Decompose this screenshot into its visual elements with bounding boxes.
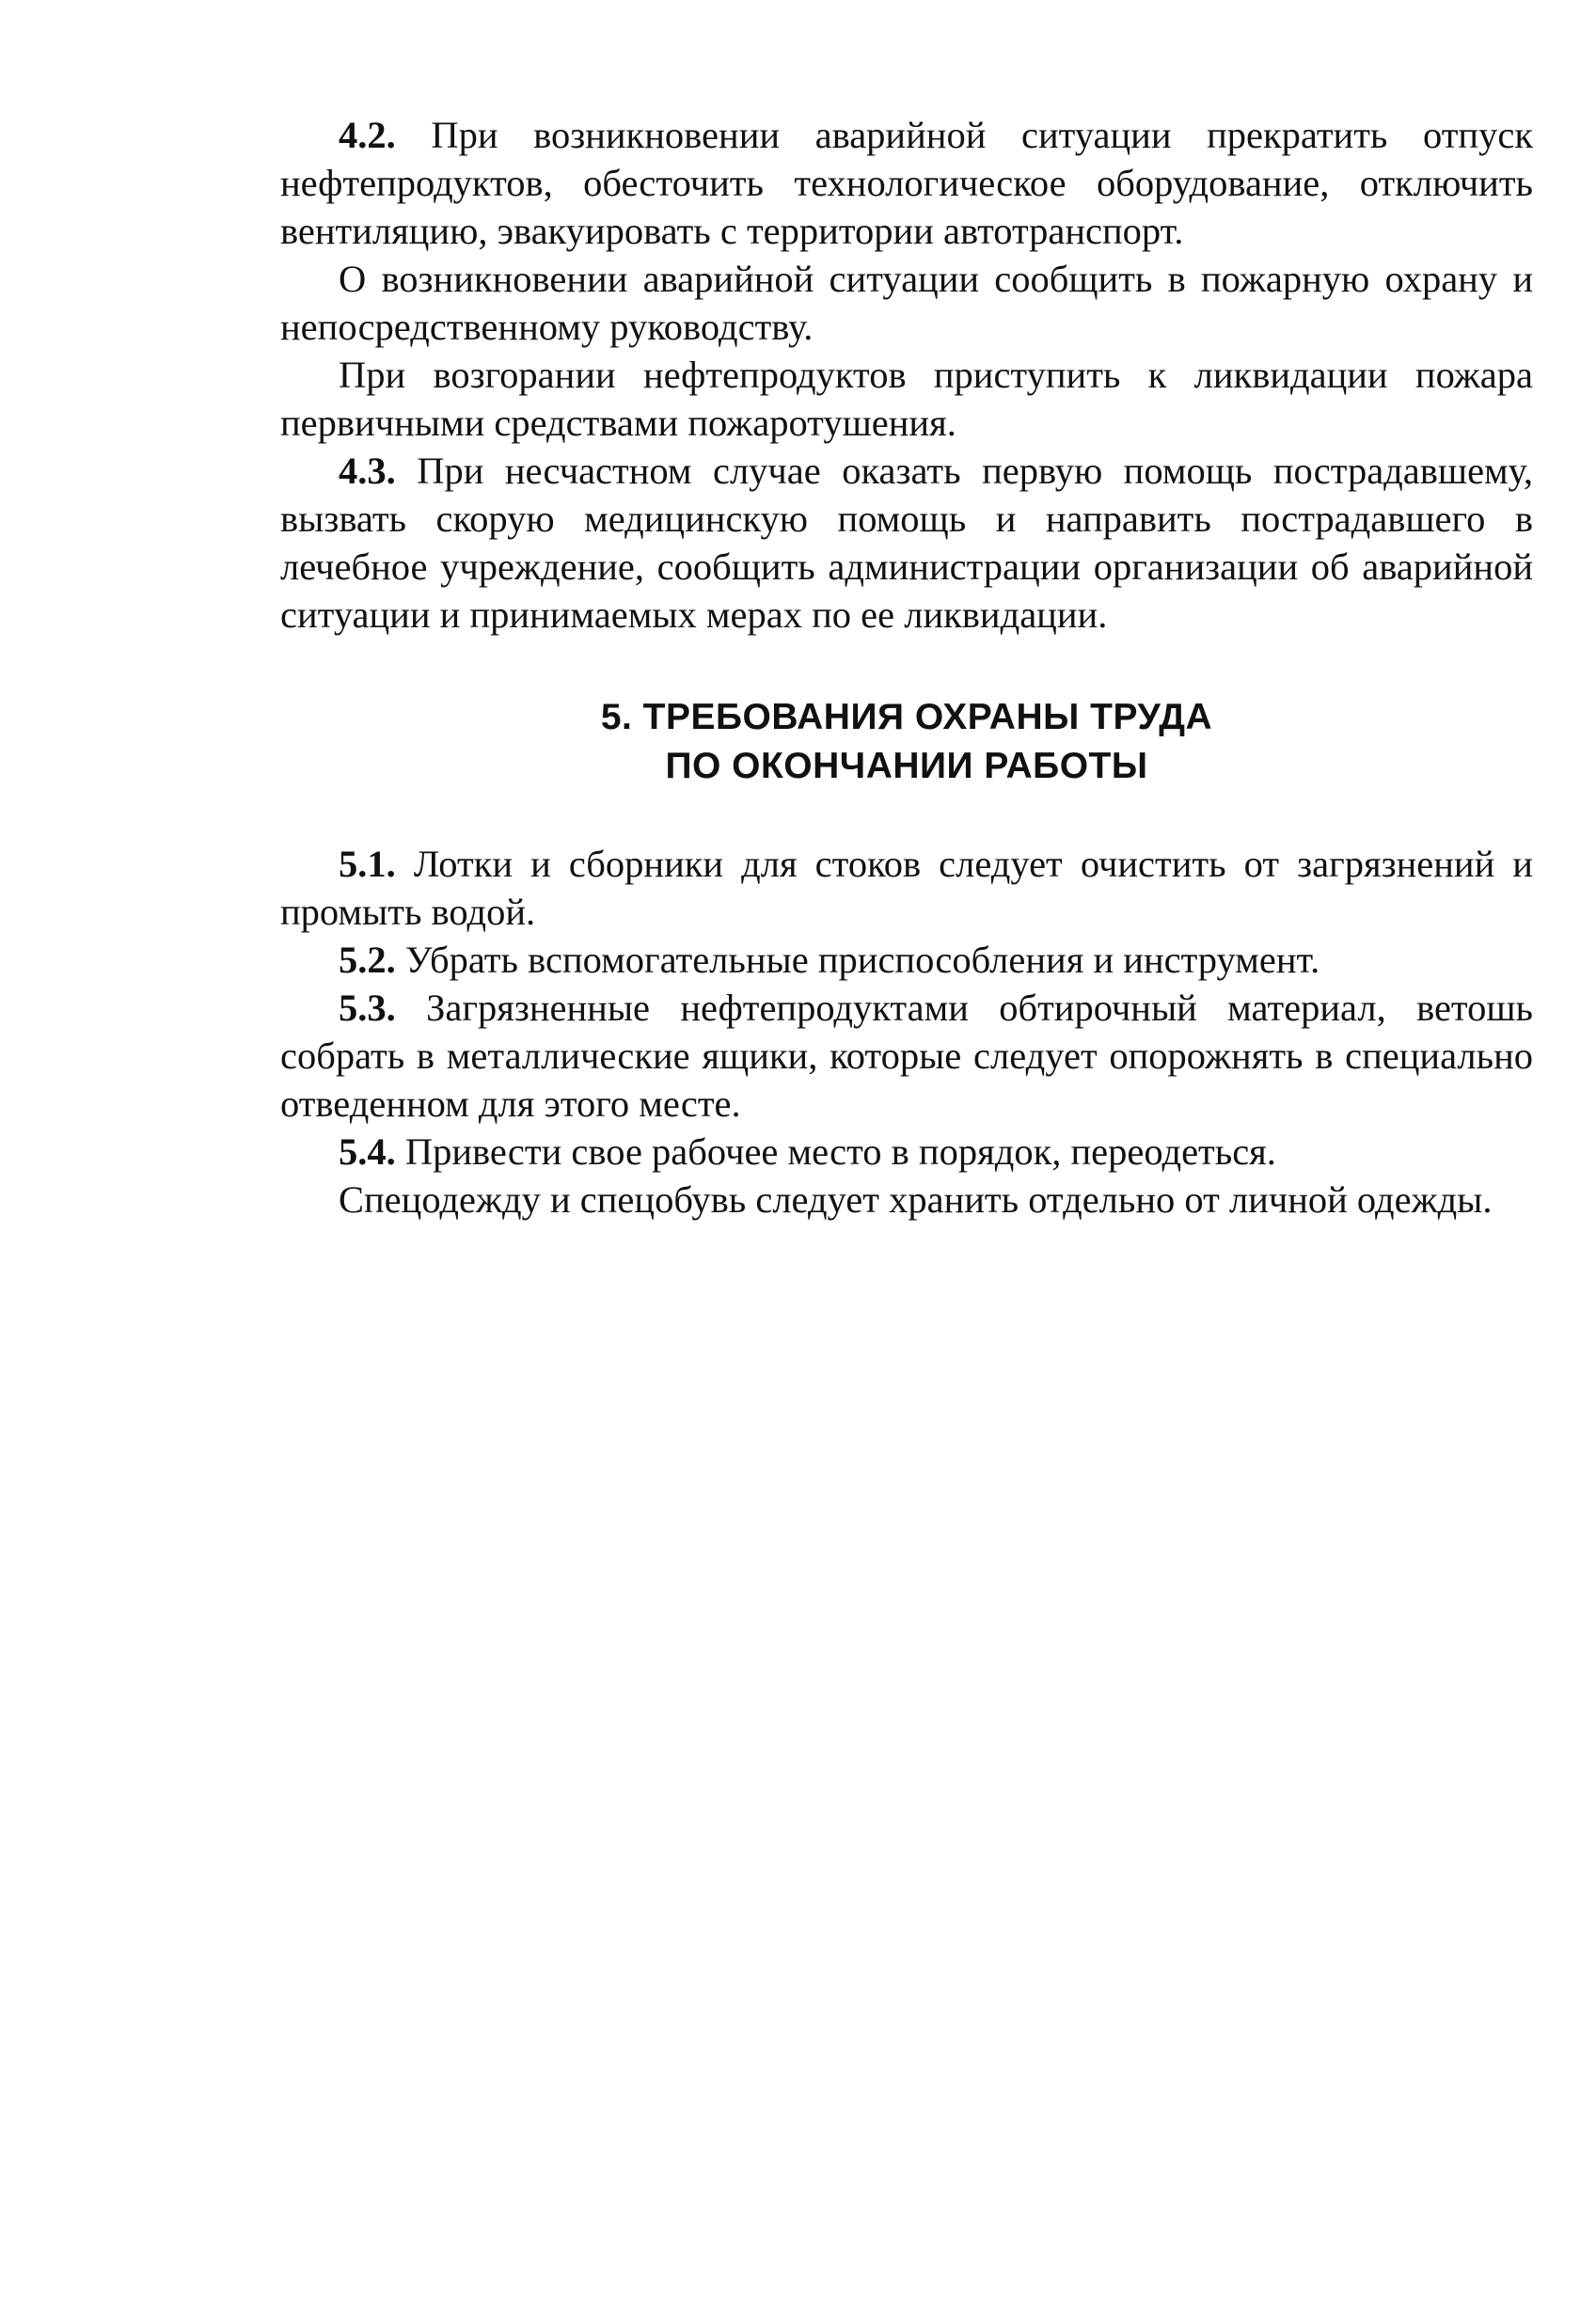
paragraph-4-2-fire: При возгорании нефтепродуктов приступить к ликвидации пожара первичными средствами пожаротушения. (280, 354, 1533, 444)
clause-number: 5.2. (339, 939, 396, 981)
clause-text: Привести свое рабочее место в порядок, переодеться. (395, 1130, 1276, 1173)
clause-number: 5.1. (339, 843, 396, 885)
clause-text: Убрать вспомогательные приспособления и инструмент. (395, 939, 1320, 981)
clause-text: При несчастном случае оказать первую помощь пострадавшему, вызвать скорую медицинскую помощь и направить пострадавшего в лечебное учреждение, сообщить администрации организации об аварийной ситуации и принимаемых мерах по ее ликвидации. (280, 450, 1533, 636)
document-page (280, 111, 1533, 1224)
clause-text: Лотки и сборники для стоков следует очистить от загрязнений и промыть водой. (280, 843, 1533, 933)
clause-number: 4.2. (339, 114, 396, 156)
clause-text: Загрязненные нефтепродуктами обтирочный материал, ветошь собрать в металлические ящики, которые следует опорожнять в специально отведенном для этого месте. (280, 987, 1533, 1125)
paragraph-4-2-notify: О возникновении аварийной ситуации сообщить в пожарную охрану и непосредственному руководству. (280, 258, 1533, 348)
paragraph-5-4 (280, 1128, 1533, 1176)
clause-number: 4.3. (339, 450, 396, 492)
section-heading-line-1: 5. ТРЕБОВАНИЯ ОХРАНЫ ТРУДА (600, 697, 1213, 737)
clause-text: При возникновении аварийной ситуации прекратить отпуск нефтепродуктов, обесточить технологическое оборудование, отключить вентиляцию, эвакуировать с территории автотранспорт. (280, 114, 1533, 252)
paragraph-4-2 (280, 111, 1533, 255)
clause-number: 5.3. (339, 987, 396, 1029)
section-heading (280, 693, 1533, 791)
section-heading-line-2: ПО ОКОНЧАНИИ РАБОТЫ (665, 746, 1148, 786)
clause-number: 5.4. (339, 1130, 396, 1173)
paragraph-5-4-clothing: Спецодежду и спецобувь следует хранить отдельно от личной одежды. (339, 1178, 1493, 1221)
paragraph-5-2 (280, 936, 1533, 984)
paragraph-5-1 (280, 840, 1533, 936)
paragraph-5-3 (280, 984, 1533, 1128)
paragraph-4-3 (280, 447, 1533, 639)
